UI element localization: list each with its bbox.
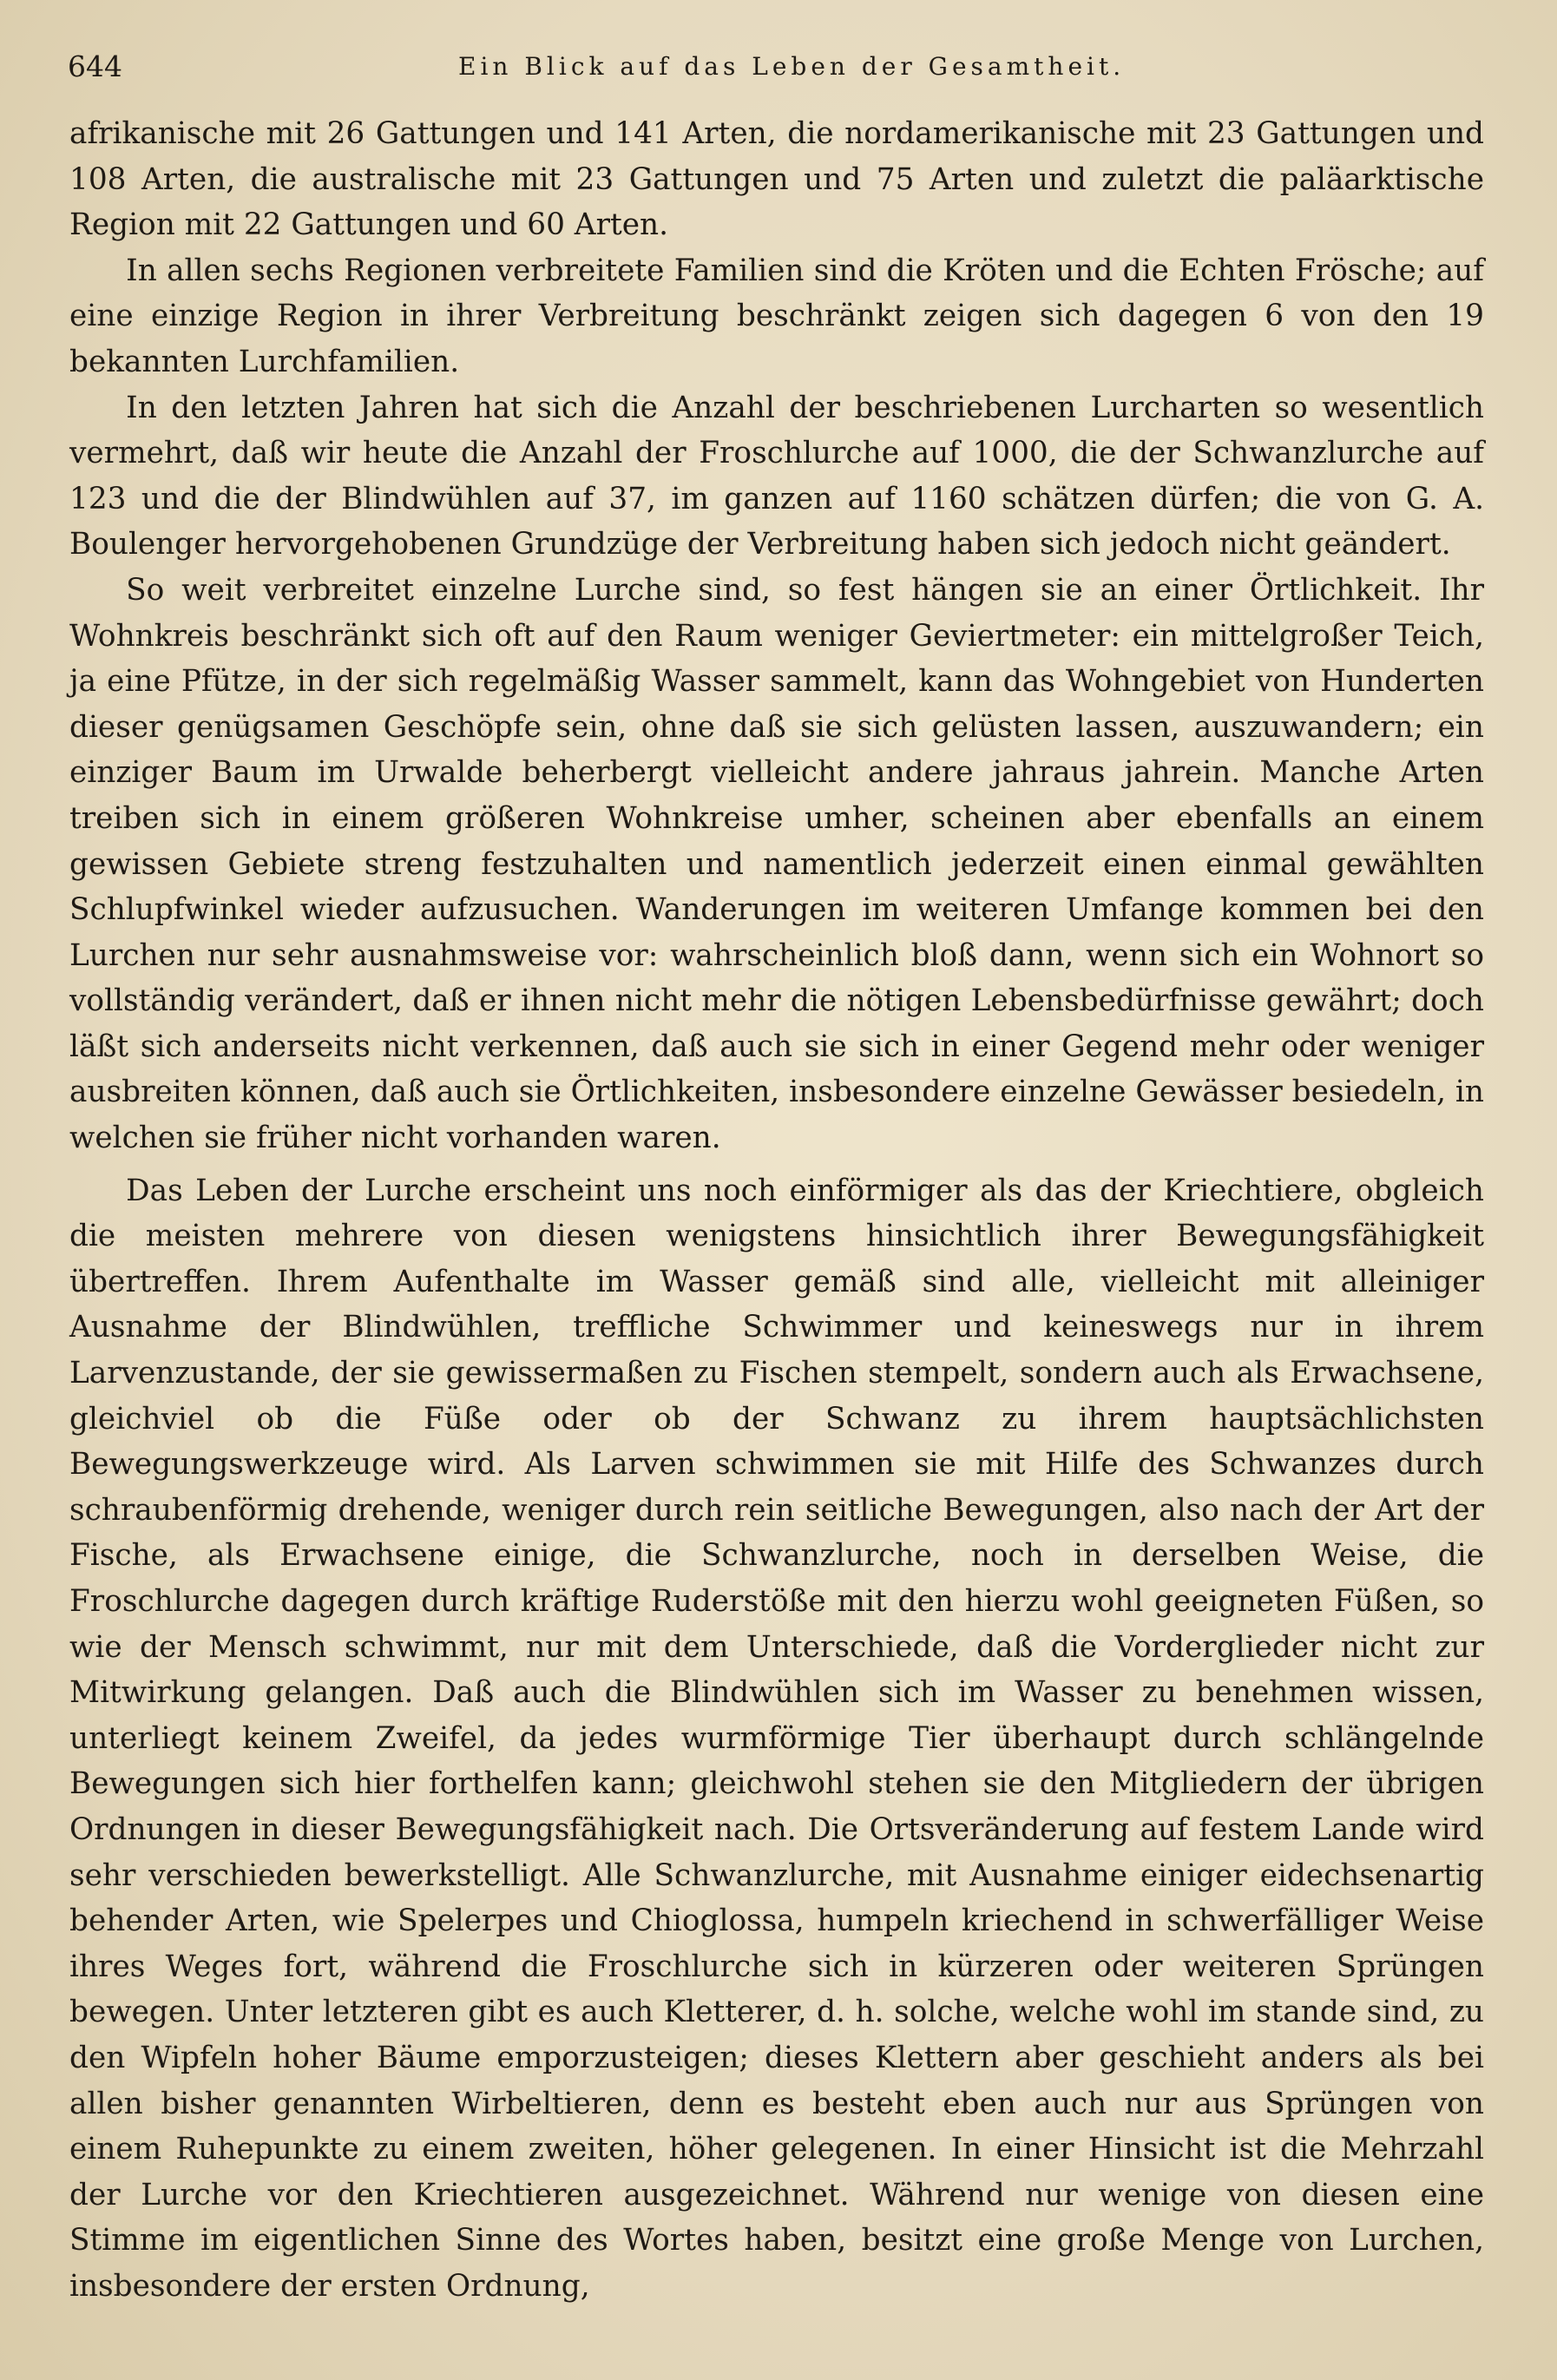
- page-header: [68, 45, 1491, 89]
- paragraph: In allen sechs Regionen verbreitete Familien sind die Kröten und die Echten Frösche; auf eine einzige Region in ihrer Verbreitung beschränkt zeigen sich dagegen 6 von den 19 bekannten Lurchfamilien.: [69, 253, 1484, 379]
- paragraph: So weit verbreitet einzelne Lurche sind, so fest hängen sie an einer Örtlichkeit. Ihr Wohnkreis beschränkt sich oft auf den Raum weniger Geviertmeter: ein mittelgroßer Teich, ja eine Pfütze, in der sich regelmäßig Wasser sammelt, kann das Wohngebiet von Hunderten dieser genügsamen Geschöpfe sein, ohne daß sie sich gelüsten lassen, auszuwandern; ein einziger Baum im Urwalde beherbergt vielleicht andere jahraus jahrein. Manche Arten treiben sich in einem größeren Wohnkreise umher, scheinen aber ebenfalls an einem gewissen Gebiete streng festzuhalten und namentlich jederzeit einen einmal gewählten Schlupfwinkel wieder aufzusuchen. Wanderungen im weiteren Umfange kommen bei den Lurchen nur sehr ausnahmsweise vor: wahrscheinlich bloß dann, wenn sich ein Wohnort so vollständig verändert, daß er ihnen nicht mehr die nötigen Lebensbedürfnisse gewährt; doch läßt sich anderseits nicht verkennen, daß auch sie sich in einer Gegend mehr oder weniger ausbreiten können, daß auch sie Örtlichkeiten, insbesondere einzelne Gewässer besiedeln, in welchen sie früher nicht vorhanden waren.: [69, 572, 1484, 1156]
- body-text: [69, 111, 1484, 2310]
- paragraph: In den letzten Jahren hat sich die Anzahl der beschriebenen Lurcharten so wesentlich vermehrt, daß wir heute die Anzahl der Froschlurche auf 1000, die der Schwanzlurche auf 123 und die der Blindwühlen auf 37, im ganzen auf 1160 schätzen dürfen; die von G. A. Boulenger hervorgehobenen Grundzüge der Verbreitung haben sich jedoch nicht geändert.: [69, 390, 1484, 562]
- running-title: Ein Blick auf das Leben der Gesamtheit.: [458, 52, 1126, 81]
- paragraph: Das Leben der Lurche erscheint uns noch einförmiger als das der Kriechtiere, obgleich die meisten mehrere von diesen wenigstens hinsichtlich ihrer Bewegungsfähigkeit übertreffen. Ihrem Aufenthalte im Wasser gemäß sind alle, vielleicht mit alleiniger Ausnahme der Blindwühlen, treffliche Schwimmer und keineswegs nur in ihrem Larvenzustande, der sie gewissermaßen zu Fischen stempelt, sondern auch als Erwachsene, gleichviel ob die Füße oder ob der Schwanz zu ihrem hauptsächlichsten Bewegungswerkzeuge wird. Als Larven schwimmen sie mit Hilfe des Schwanzes durch schraubenförmig drehende, weniger durch rein seitliche Bewegungen, also nach der Art der Fische, als Erwachsene einige, die Schwanzlurche, noch in derselben Weise, die Froschlurche dagegen durch kräftige Ruderstöße mit den hierzu wohl geeigneten Füßen, so wie der Mensch schwimmt, nur mit dem Unterschiede, daß die Vorderglieder nicht zur Mitwirkung gelangen. Daß auch die Blindwühlen sich im Wasser zu benehmen wissen, unterliegt keinem Zweifel, da jedes wurmförmige Tier überhaupt durch schlängelnde Bewegungen sich hier forthelfen kann; gleichwohl stehen sie den Mitgliedern der übrigen Ordnungen in dieser Bewegungsfähigkeit nach. Die Ortsveränderung auf festem Lande wird sehr verschieden bewerkstelligt. Alle Schwanzlurche, mit Ausnahme einiger eidechsenartig behender Arten, wie Spelerpes und Chioglossa, humpeln kriechend in schwerfälliger Weise ihres Weges fort, während die Froschlurche sich in kürzeren oder weiteren Sprüngen bewegen. Unter letzteren gibt es auch Kletterer, d. h. solche, welche wohl im stande sind, zu den Wipfeln hoher Bäume emporzusteigen; dieses Klettern aber geschieht anders als bei allen bisher genannten Wirbeltieren, denn es besteht eben auch nur aus Sprüngen von einem Ruhepunkte zu einem zweiten, höher gelegenen. In einer Hinsicht ist die Mehrzahl der Lurche vor den Kriechtieren ausgezeichnet. Während nur wenige von diesen eine Stimme im eigentlichen Sinne des Wortes haben, besitzt eine große Menge von Lurchen, insbesondere der ersten Ordnung,: [69, 1173, 1484, 2304]
- page-number: 644: [68, 49, 122, 83]
- paragraph-continued: afrikanische mit 26 Gattungen und 141 Arten, die nordamerikanische mit 23 Gattungen und 108 Arten, die australische mit 23 Gattungen und 75 Arten und zuletzt die paläarktische Region mit 22 Gattungen und 60 Arten.: [69, 116, 1484, 243]
